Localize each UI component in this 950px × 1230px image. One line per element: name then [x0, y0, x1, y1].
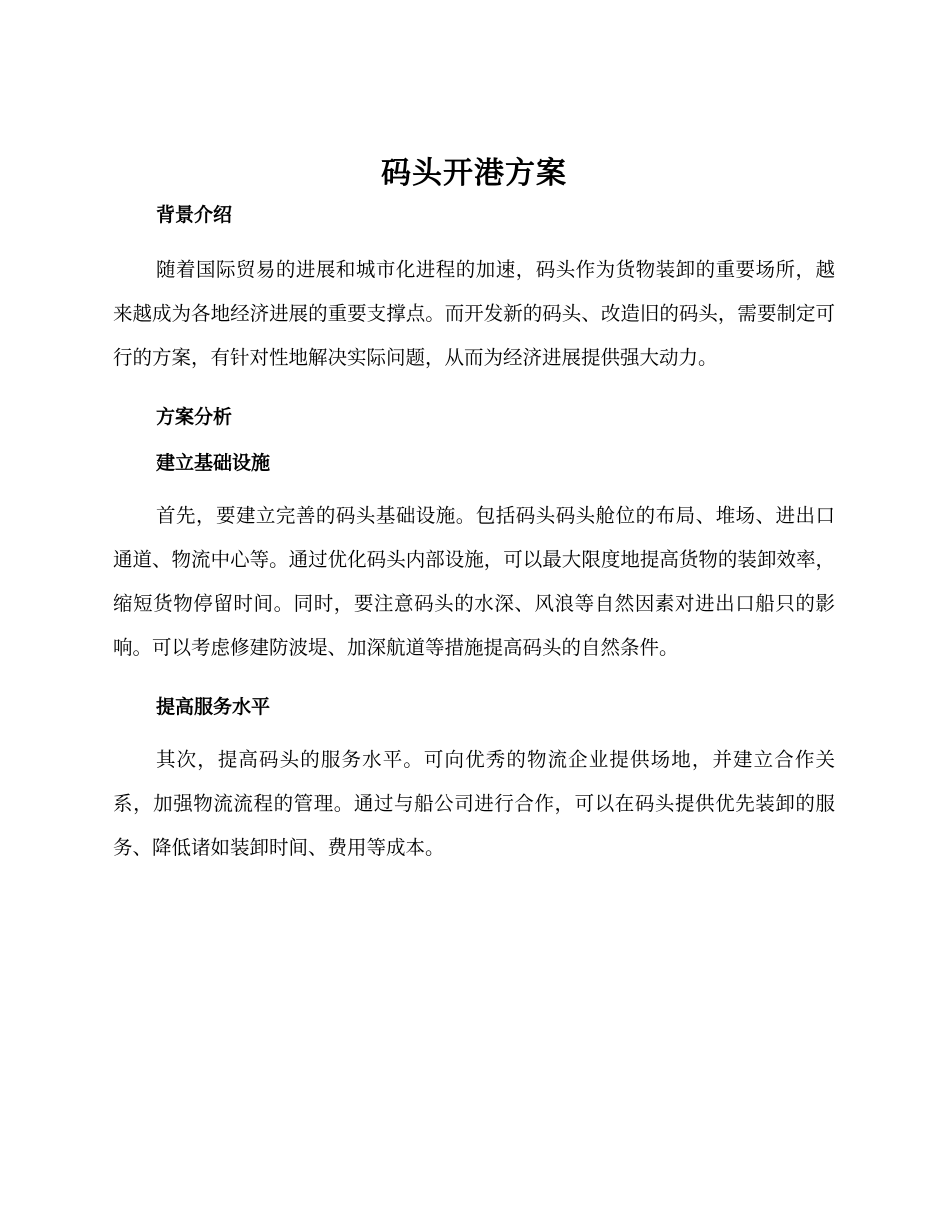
paragraph-infrastructure: 首先，要建立完善的码头基础设施。包括码头码头舱位的布局、堆场、进出口通道、物流中心等。通过优化码头内部设施，可以最大限度地提高货物的装卸效率，缩短货物停留时间。同时，要注意码头的水深、风浪等自然因素对进出口船只的影响。可以考虑修建防波堤、加深航道等措施提高码头的自然条件。	[113, 504, 835, 659]
paragraph-service: 其次，提高码头的服务水平。可向优秀的物流企业提供场地，并建立合作关系，加强物流流程的管理。通过与船公司进行合作，可以在码头提供优先装卸的服务、降低诸如装卸时间、费用等成本。	[113, 748, 835, 859]
section-heading-service: 提高服务水平	[156, 696, 271, 718]
paragraph-background: 随着国际贸易的进展和城市化进程的加速，码头作为货物装卸的重要场所，越来越成为各地经济进展的重要支撑点。而开发新的码头、改造旧的码头，需要制定可行的方案，有针对性地解决实际问题，从而为经济进展提供强大动力。	[113, 258, 835, 369]
section-heading-background: 背景介绍	[156, 204, 233, 226]
document-page	[113, 148, 835, 892]
section-heading-infrastructure: 建立基础设施	[156, 452, 271, 474]
document-title: 码头开港方案	[381, 156, 567, 191]
section-heading-analysis: 方案分析	[156, 406, 233, 428]
